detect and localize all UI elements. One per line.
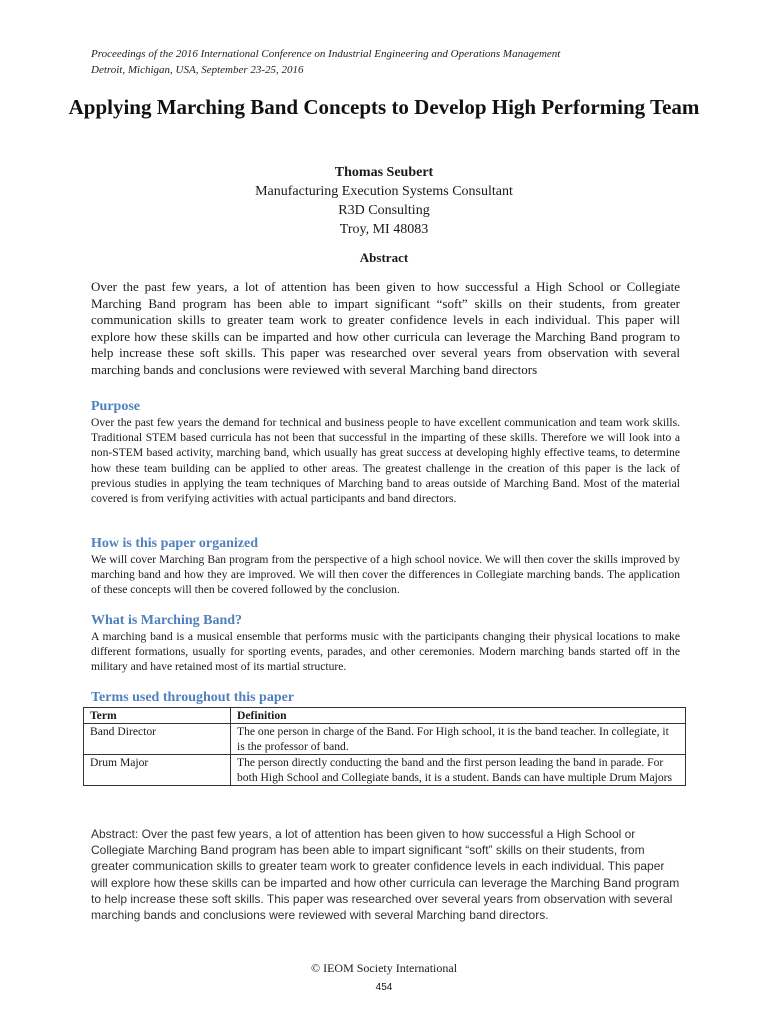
section-heading-terms: Terms used throughout this paper bbox=[91, 690, 295, 705]
section-heading-purpose: Purpose bbox=[91, 399, 140, 414]
repeated-abstract: Abstract: Over the past few years, a lot of attention has been given to how successful a High School or Collegiate Marching Band program has been able to impart significant “soft” skills on their students, from greater communication skills to greater team work to greater confidence levels in each individual. This paper will explore how these skills can be imparted and how other curricula can leverage the Marching Band program to help increase these soft skills. This paper was researched over several years from observation with several marching bands and conclusions were reviewed with several Marching band directors. bbox=[91, 827, 680, 923]
table-cell-term: Drum Major bbox=[84, 755, 231, 786]
conference-line-2: Detroit, Michigan, USA, September 23-25, 2016 bbox=[91, 64, 304, 76]
section-text-organization: We will cover Marching Ban program from the perspective of a high school novice. We will then cover the skills improved by marching band and how they are improved. We will then cover the differences in Collegiate marching bands. The application of these concepts will then be covered followed by the conclusion. bbox=[91, 553, 680, 597]
paper-title: Applying Marching Band Concepts to Develop High Performing Team bbox=[68, 95, 700, 119]
section-text-marching-band: A marching band is a musical ensemble that performs music with the participants changing their physical locations to make different formations, usually for sporting events, parades, and other ceremonies. Modern marching bands started off in the military and have retained most of its martial structure. bbox=[91, 630, 680, 674]
abstract-heading: Abstract bbox=[359, 250, 409, 265]
author-block bbox=[84, 163, 684, 239]
conference-line-1: Proceedings of the 2016 International Conference on Industrial Engineering and Operations Management bbox=[91, 48, 561, 60]
table-row bbox=[84, 755, 686, 786]
table-cell-definition: The person directly conducting the band and the first person leading the band in parade. For both High School and Collegiate bands, it is a student. Bands can have multiple Drum Majors bbox=[231, 755, 686, 786]
terms-table bbox=[83, 707, 686, 786]
table-cell-definition: The one person in charge of the Band. For High school, it is the band teacher. In collegiate, it is the professor of band. bbox=[231, 724, 686, 755]
conference-header bbox=[91, 46, 560, 78]
abstract-text: Over the past few years, a lot of attention has been given to how successful a High School or Collegiate Marching Band program has been able to impart significant “soft” skills on their students, from greater communication skills to greater team work to greater confidence levels in each individual. This paper will explore how these skills can be imparted and how other curricula can leverage the Marching Band program to help increase these soft skills. This paper was researched over several years from observation with several marching bands and conclusions were reviewed with several Marching band directors bbox=[91, 279, 680, 377]
section-heading-organization: How is this paper organized bbox=[91, 536, 258, 551]
table-header-term: Term bbox=[84, 708, 231, 724]
copyright-footer: © IEOM Society International bbox=[310, 961, 458, 975]
author-company: R3D Consulting bbox=[338, 203, 430, 218]
table-row bbox=[84, 724, 686, 755]
table-header-row bbox=[84, 708, 686, 724]
page-number: 454 bbox=[375, 982, 393, 993]
author-name: Thomas Seubert bbox=[334, 165, 434, 180]
table-cell-term: Band Director bbox=[84, 724, 231, 755]
table-header-definition: Definition bbox=[231, 708, 686, 724]
section-text-purpose: Over the past few years the demand for technical and business people to have excellent communication and team work skills. Traditional STEM based curricula has not been that successful in the imparting of these skills. Therefore we will look into a non-STEM based activity, marching band, which usually has great success at developing highly effective teams, to determine how these team building can be applied to other areas. The greatest challenge in the creation of this paper is the lack of previous studies in applying the team techniques of Marching band to areas outside of Marching Band. Most of the material covered is from verifying activities with actual participants and band directors. bbox=[91, 416, 680, 506]
author-role: Manufacturing Execution Systems Consultant bbox=[255, 184, 513, 199]
section-heading-marching-band: What is Marching Band? bbox=[91, 613, 243, 628]
author-location: Troy, MI 48083 bbox=[339, 222, 429, 237]
